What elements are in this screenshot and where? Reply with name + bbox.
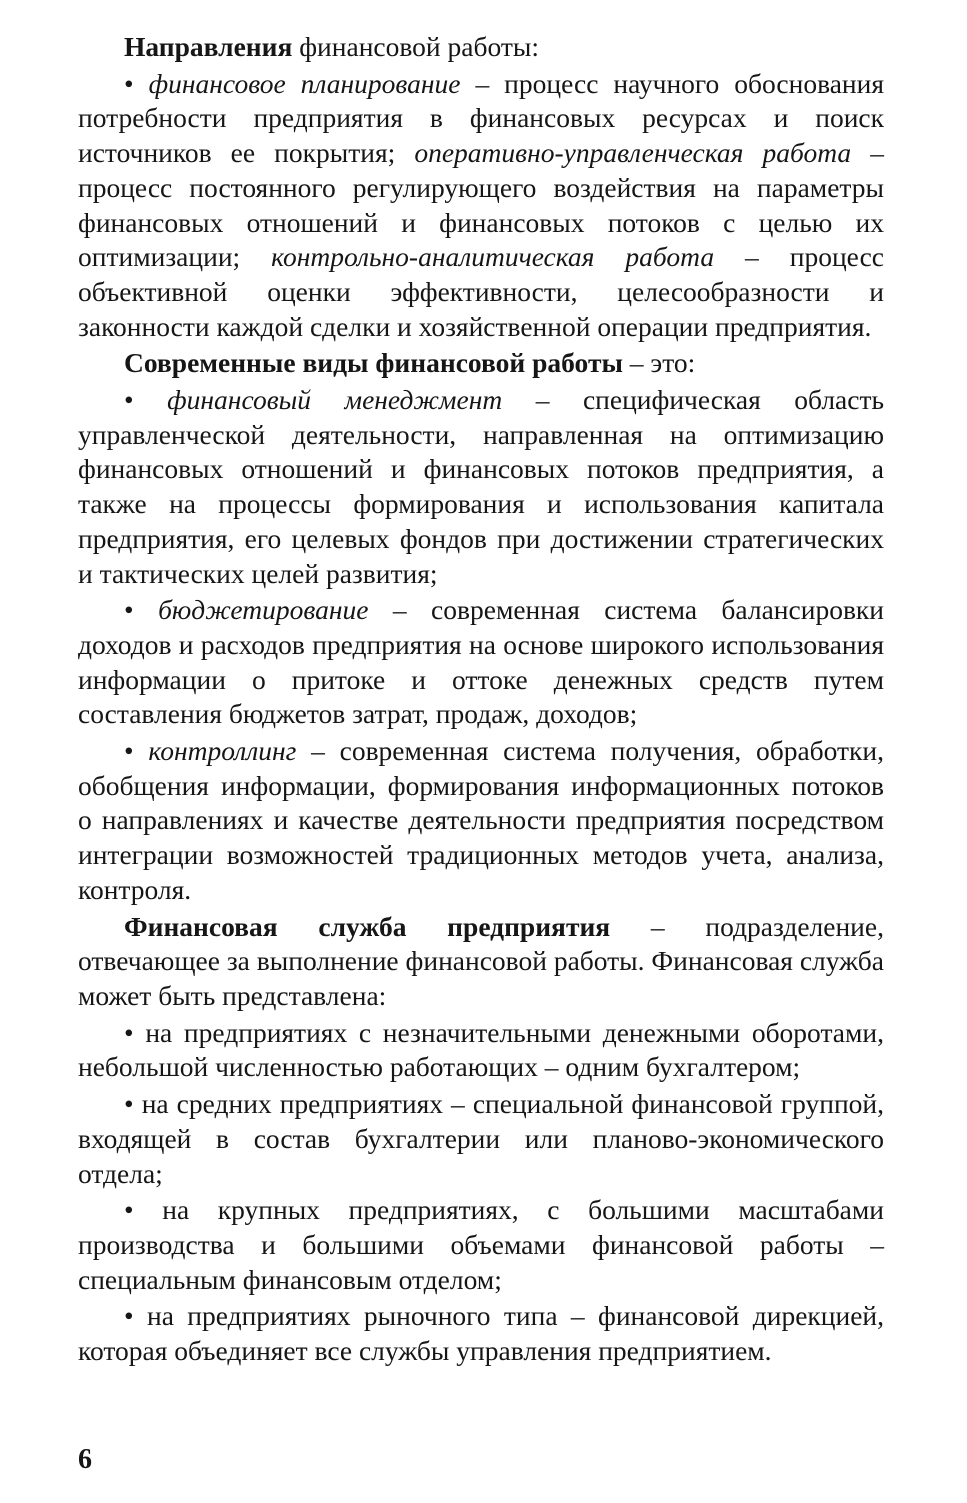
- list-item-small-enterprises-text: на предприятиях с незначительными денежными оборотами, небольшой численностью работающих – одним бухгалтером;: [78, 1016, 885, 1083]
- list-item-financial-management: [78, 383, 884, 591]
- page-number: 6: [78, 1444, 92, 1475]
- bullet-icon: •: [124, 1016, 134, 1048]
- definition-financial-service: – подразделение, отвечающее за выполнение финансовой работы. Финансовая служба может быть представлена:: [78, 910, 884, 1011]
- bullet-icon: •: [124, 384, 134, 416]
- page-body: [78, 30, 884, 1369]
- list-item-medium-enterprises: [78, 1087, 884, 1191]
- definition-controlling: – современная система получения, обработки, обобщения информации, формирования информационных потоков о направлениях и качестве деятельности предприятия посредством интеграции возможностей традиционных методов учета, анализа, контроля.: [78, 735, 885, 905]
- bullet-icon: •: [124, 67, 134, 99]
- heading-financial-service: Финансовая служба предприятия: [124, 910, 611, 942]
- heading-paragraph-directions: [78, 30, 884, 65]
- term-controlling: контроллинг: [148, 735, 297, 767]
- definition-financial-management: – специфическая область управленческой деятельности, направленная на оптимизацию финансовых отношений и финансовых потоков предприятия, а также на процессы формирования и использования капитала предприятия, его целевых фондов при достижении стратегических и тактических целей развития;: [78, 384, 885, 589]
- term-operational-work: оперативно-управленческая работа: [414, 137, 852, 169]
- list-item-budgeting: [78, 593, 884, 732]
- term-financial-planning: финансовое планирование: [148, 67, 461, 99]
- heading-modern-types: Современные виды финансовой работы: [124, 347, 623, 379]
- heading-paragraph-financial-service: [78, 910, 884, 1014]
- heading-paragraph-modern-types: [78, 346, 884, 381]
- definition-financial-planning: – процесс научного обоснования потребности предприятия в финансовых ресурсах и поиск источников ее покрытия;: [78, 67, 884, 169]
- heading-modern-types-tail: – это:: [622, 347, 696, 379]
- list-item-medium-enterprises-text: на средних предприятиях – специальной финансовой группой, входящей в состав бухгалтерии или планово-экономического отдела;: [78, 1088, 884, 1189]
- list-item-large-enterprises: [78, 1193, 884, 1297]
- bullet-icon: •: [124, 1300, 134, 1332]
- heading-directions: Направления: [124, 31, 293, 62]
- definition-budgeting: – современная система балансировки доходов и расходов предприятия на основе широкого использования информации о притоке и оттоке денежных средств путем составления бюджетов затрат, продаж, доходов;: [78, 594, 885, 730]
- list-item-small-enterprises: [78, 1016, 884, 1085]
- bullet-icon: •: [124, 1088, 134, 1120]
- list-item-controlling: [78, 734, 884, 908]
- term-financial-management: финансовый менеджмент: [167, 384, 503, 416]
- term-budgeting: бюджетирование: [158, 594, 369, 626]
- bullet-icon: •: [124, 594, 134, 626]
- bullet-icon: •: [124, 735, 134, 767]
- term-control-analytical-work: контрольно-аналитическая работа: [271, 241, 715, 273]
- definition-control-analytical-work: – процесс объективной оценки эффективности, целесообразности и законности каждой сделки и хозяйственной операции предприятия.: [78, 241, 884, 342]
- bullet-icon: •: [124, 1194, 134, 1226]
- definition-operational-work: – процесс постоянного регулирующего воздействия на параметры финансовых отношений и финансовых потоков с целью их оптимизации;: [78, 137, 885, 273]
- heading-directions-tail: финансовой работы:: [292, 31, 539, 62]
- list-item-market-enterprises: [78, 1299, 884, 1368]
- list-item-large-enterprises-text: на крупных предприятиях, с большими масштабами производства и большими объемами финансовой работы – специальным финансовым отделом;: [78, 1194, 885, 1295]
- list-item-market-enterprises-text: на предприятиях рыночного типа – финансовой дирекцией, которая объединяет все службы управления предприятием.: [78, 1300, 885, 1367]
- list-item-financial-planning: [78, 67, 884, 345]
